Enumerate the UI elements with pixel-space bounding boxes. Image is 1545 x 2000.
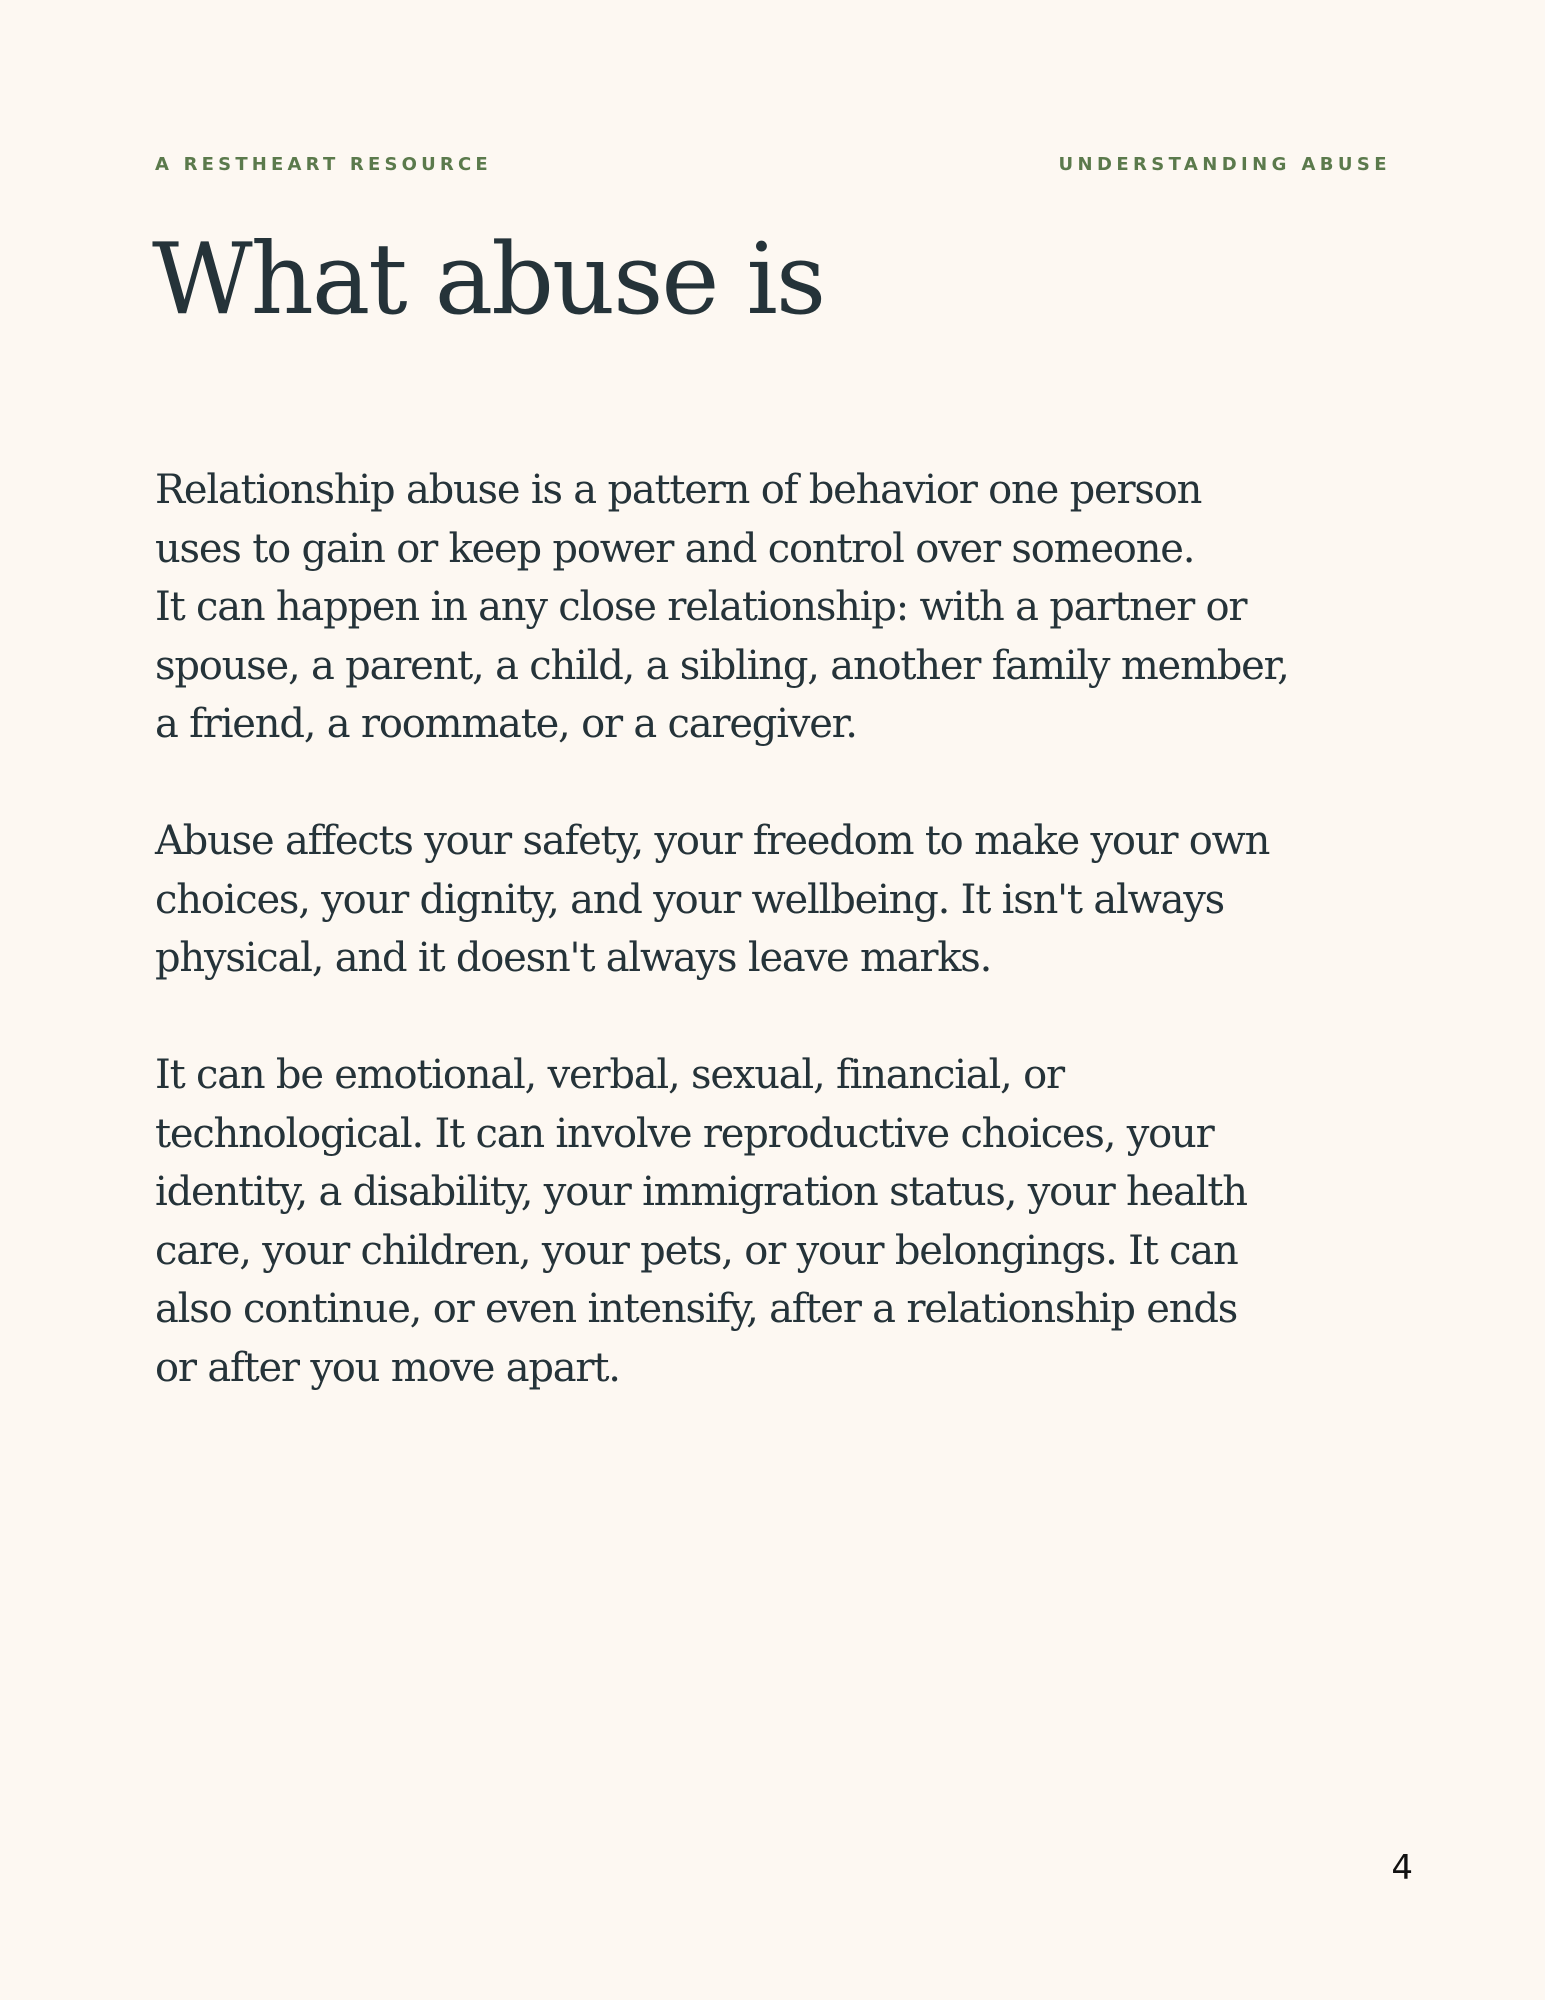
body-text xyxy=(155,461,1415,1456)
paragraph-3 xyxy=(155,1046,1415,1397)
text-line: It can be emotional, verbal, sexual, financial, or xyxy=(155,1052,1064,1098)
text-line: care, your children, your pets, or your belongings. It can xyxy=(155,1227,1238,1274)
page-number: 4 xyxy=(1391,1848,1413,1888)
text-line: choices, your dignity, and your wellbeing. It isn't always xyxy=(155,876,1224,923)
paragraph-1 xyxy=(155,461,1415,754)
text-line: identity, a disability, your immigration status, your health xyxy=(155,1169,1247,1215)
text-line: It can happen in any close relationship: with a partner or xyxy=(155,584,1247,630)
text-line: a friend, a roommate, or a caregiver. xyxy=(155,701,857,747)
paragraph-2 xyxy=(155,812,1415,988)
header-right-label: UNDERSTANDING ABUSE xyxy=(1058,154,1391,175)
text-line: also continue, or even intensify, after a relationship ends xyxy=(155,1286,1238,1332)
text-line: Relationship abuse is a pattern of behavior one person xyxy=(155,467,1202,513)
text-line: spouse, a parent, a child, a sibling, another family member, xyxy=(155,642,1289,689)
text-line: uses to gain or keep power and control over someone. xyxy=(155,525,1195,572)
page-title: What abuse is xyxy=(152,223,825,337)
text-line: technological. It can involve reproductive choices, your xyxy=(155,1110,1214,1157)
text-line: Abuse affects your safety, your freedom to make your own xyxy=(155,818,1270,864)
text-line: or after you move apart. xyxy=(155,1344,620,1391)
header-left-label: A RESTHEART RESOURCE xyxy=(155,154,492,175)
text-line: physical, and it doesn't always leave marks. xyxy=(155,935,992,981)
